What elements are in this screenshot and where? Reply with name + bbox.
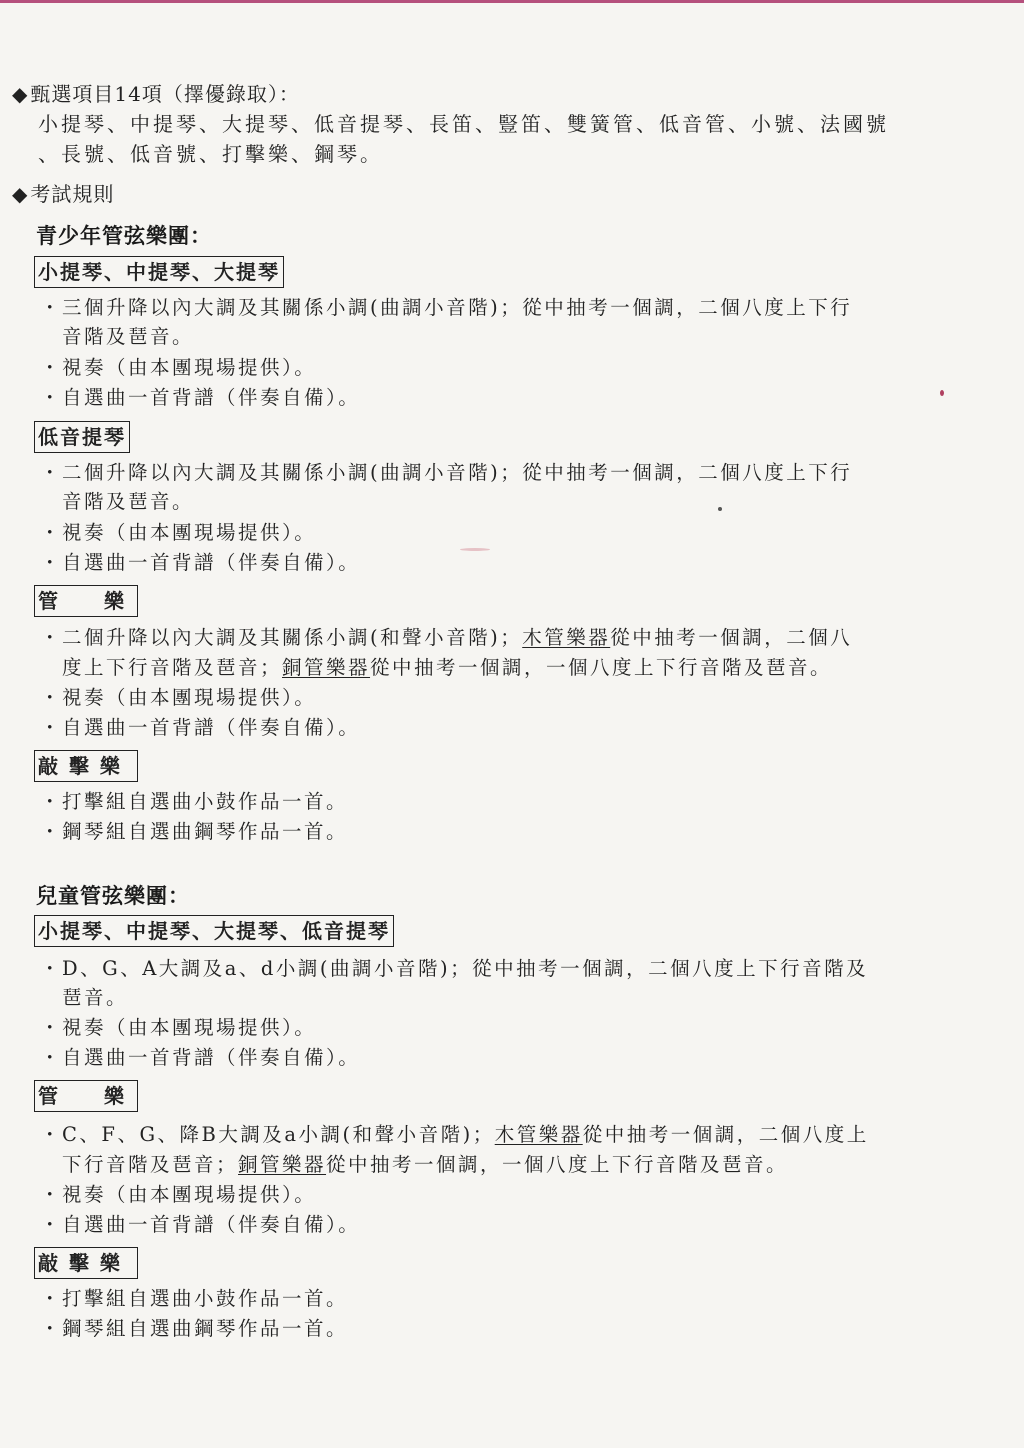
brass-term: 銅管樂器 [238,1153,327,1176]
youth-percussion-label: 敲 擊 樂 [34,750,138,782]
woodwind-term: 木管樂器 [494,1123,583,1146]
list-item: ・視奏（由本團現場提供）。 [40,1183,317,1206]
youth-bass-label: 低音提琴 [34,421,130,453]
list-item-continuation: 音階及琶音。 [62,490,195,513]
diamond-bullet-icon: ◆ [12,82,29,106]
scan-speck [460,548,490,551]
brass-term: 銅管樂器 [282,656,371,679]
children-percussion-label: 敲 擊 樂 [34,1247,138,1279]
list-item: ・鋼琴組自選曲鋼琴作品一首。 [40,1317,349,1340]
list-item-continuation: 音階及琶音。 [62,325,195,348]
children-winds-label: 管 樂 [34,1080,138,1112]
youth-winds-label: 管 樂 [34,585,138,617]
list-item-continuation: 度上下行音階及琶音；銅管樂器從中抽考一個調，一個八度上下行音階及琶音。 [62,656,833,679]
rules-heading [12,178,114,207]
scan-top-edge [0,0,1024,3]
list-item-continuation: 下行音階及琶音；銅管樂器從中抽考一個調，一個八度上下行音階及琶音。 [62,1153,789,1176]
scan-speck [940,390,944,396]
children-strings-label: 小提琴、中提琴、大提琴、低音提琴 [34,915,394,947]
selection-heading [12,78,300,107]
list-item: ・視奏（由本團現場提供）。 [40,356,317,379]
scan-speck [718,507,722,511]
list-item: ・自選曲一首背譜（伴奏自備）。 [40,1046,361,1069]
list-item: ・視奏（由本團現場提供）。 [40,521,317,544]
children-orchestra-title: 兒童管弦樂團： [36,884,190,908]
selection-list-line2: 、長號、低音號、打擊樂、鋼琴。 [38,142,383,166]
list-item: ・D、G、A大調及a、d小調(曲調小音階)；從中抽考一個調，二個八度上下行音階及 [40,957,869,980]
list-item: ・自選曲一首背譜（伴奏自備）。 [40,1213,361,1236]
selection-list-line1: 小提琴、中提琴、大提琴、低音提琴、長笛、豎笛、雙簧管、低音管、小號、法國號 [38,112,889,136]
list-item: ・視奏（由本團現場提供）。 [40,686,317,709]
list-item: ・C、F、G、降B大調及a小調(和聲小音階)；木管樂器從中抽考一個調，二個八度上 [40,1123,869,1146]
list-item: ・打擊組自選曲小鼓作品一首。 [40,790,349,813]
list-item: ・二個升降以內大調及其關係小調(曲調小音階)；從中抽考一個調，二個八度上下行 [40,461,853,484]
woodwind-term: 木管樂器 [522,626,611,649]
list-item: ・自選曲一首背譜（伴奏自備）。 [40,386,361,409]
rules-heading-text: 考試規則 [30,182,115,206]
list-item: ・鋼琴組自選曲鋼琴作品一首。 [40,820,349,843]
list-item: ・二個升降以內大調及其關係小調(和聲小音階)；木管樂器從中抽考一個調，二個八 [40,626,853,649]
list-item-continuation: 琶音。 [62,986,129,1009]
diamond-bullet-icon: ◆ [12,182,29,206]
list-item: ・視奏（由本團現場提供）。 [40,1016,317,1039]
list-item: ・打擊組自選曲小鼓作品一首。 [40,1287,349,1310]
youth-strings-label: 小提琴、中提琴、大提琴 [34,256,284,288]
list-item: ・自選曲一首背譜（伴奏自備）。 [40,551,361,574]
selection-heading-text: 甄選項目14項（擇優錄取）： [30,82,300,106]
youth-orchestra-title: 青少年管弦樂團： [36,224,212,248]
list-item: ・三個升降以內大調及其關係小調(曲調小音階)；從中抽考一個調，二個八度上下行 [40,296,853,319]
list-item: ・自選曲一首背譜（伴奏自備）。 [40,716,361,739]
